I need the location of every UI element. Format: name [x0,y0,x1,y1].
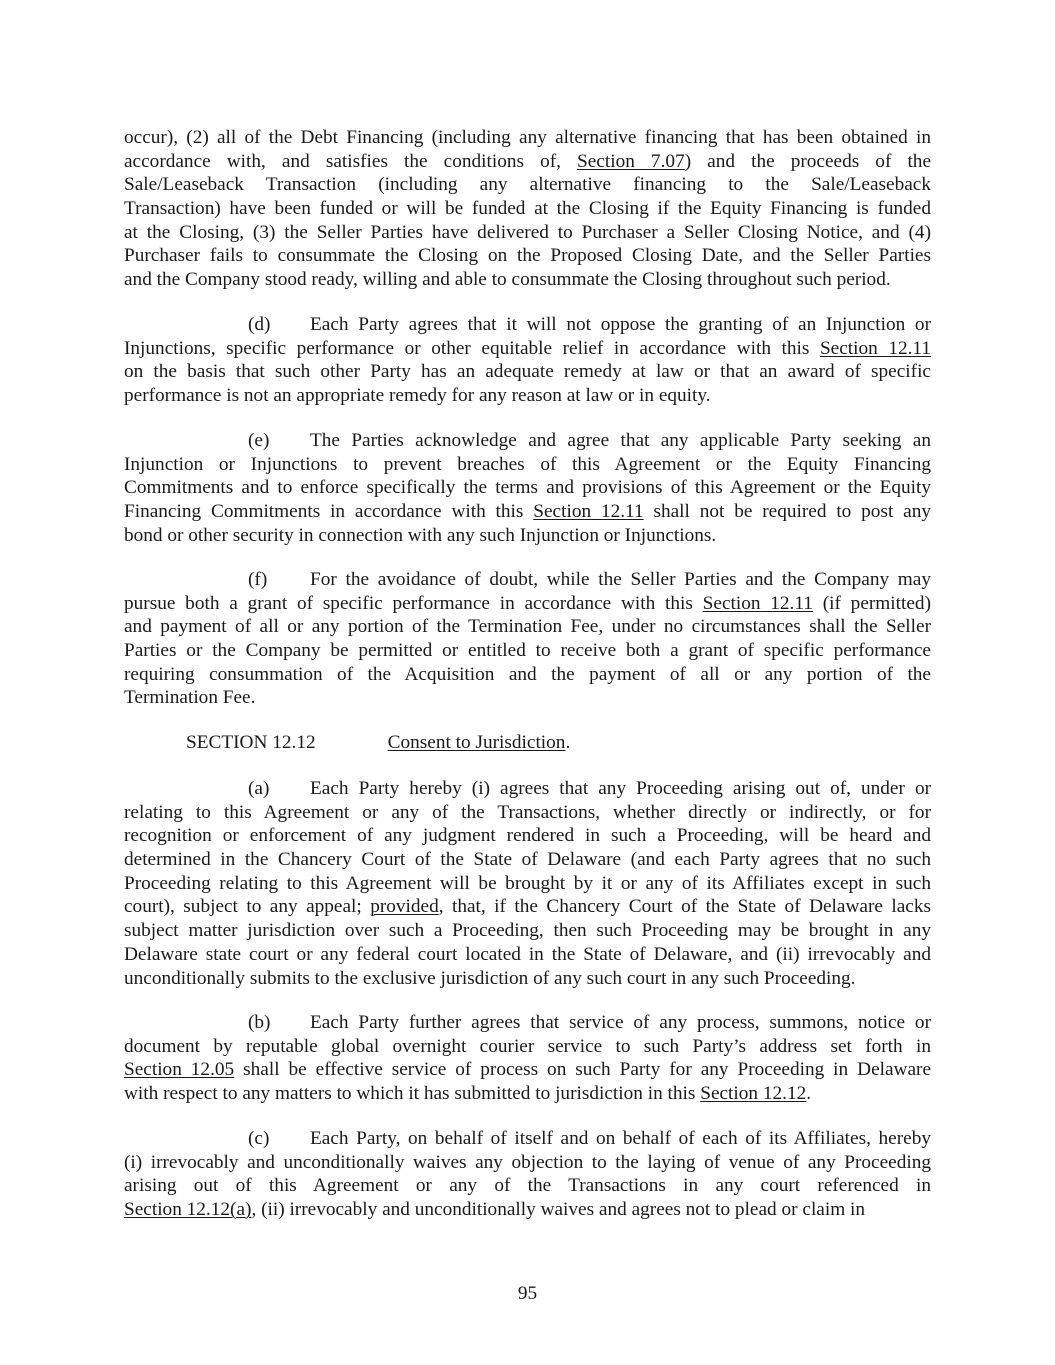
paragraph-label: (e) [248,430,270,451]
section-reference: Section 7.07 [577,150,685,172]
text-line [124,337,931,361]
paragraph-e [124,429,931,547]
paragraph-a [124,777,931,990]
text-line [124,221,931,245]
section-title-period: . [565,732,571,753]
text-line [124,919,931,943]
text-line [124,313,931,337]
section-reference: Section 12.11 [533,501,644,523]
paragraph-b [124,1011,931,1106]
text-segment: Each Party further agrees that service of any process, summons, notice or [310,1012,931,1033]
text-line [124,943,931,967]
text-segment: with respect to any matters to which it has submitted to jurisdiction in this [124,1083,701,1105]
text-segment: Injunction or Injunctions to prevent breaches of this Agreement or the Equity Financing [124,453,931,475]
text-line [124,1011,931,1035]
text-segment: Parties or the Company be permitted or entitled to receive both a grant of specific performance [124,640,931,662]
paragraph-label: (d) [248,314,271,335]
text-segment: arising out of this Agreement or any of the Transactions in any court referenced in [124,1175,931,1197]
text-line [124,1082,931,1106]
page-number: 95 [517,1283,538,1304]
text-line [124,592,931,616]
text-segment: unconditionally submits to the exclusive jurisdiction of any such court in any such Proceeding. [124,967,856,989]
text-line [124,1198,931,1222]
text-line [124,150,931,174]
text-segment: shall be effective service of process on such Party for any Proceeding in Delaware [234,1059,931,1081]
text-segment: , that, if the Chancery Court of the State of Delaware lacks [438,896,931,918]
text-segment: Purchaser fails to consummate the Closing on the Proposed Closing Date, and the Seller Parties [124,245,931,267]
text-line [124,244,931,268]
text-line [124,568,931,592]
text-segment: . [806,1083,812,1105]
text-segment: at the Closing, (3) the Seller Parties have delivered to Purchaser a Seller Closing Notice, and (4) [124,221,931,243]
text-line [124,173,931,197]
text-segment: ) and the proceeds of the [684,150,931,172]
paragraph-f [124,568,931,710]
paragraph-continuation [124,126,931,292]
text-segment: accordance with, and satisfies the conditions of, [124,150,578,172]
text-segment: (if permitted) [812,592,931,614]
text-segment: occur), (2) all of the Debt Financing (including any alternative financing that has been obtained in [124,127,931,148]
text-segment: Each Party, on behalf of itself and on behalf of each of its Affiliates, hereby [310,1128,931,1149]
text-segment: Termination Fee. [124,687,256,709]
text-line [124,777,931,801]
text-segment: The Parties acknowledge and agree that any applicable Party seeking an [310,430,931,451]
text-line [124,1174,931,1198]
text-line [124,524,931,548]
text-segment: Commitments and to enforce specifically the terms and provisions of this Agreement or the Equity [124,477,931,499]
paragraph-label: (b) [248,1012,271,1033]
text-line [124,967,931,991]
text-line [124,453,931,477]
paragraph-label: (f) [248,569,268,590]
text-segment: subject matter jurisdiction over such a Proceeding, then such Proceeding may be brought in any [124,920,931,942]
section-reference: Section 12.11 [819,337,931,359]
text-line [124,1151,931,1175]
section-reference: Section 12.11 [702,592,813,614]
text-line [124,360,931,384]
text-segment: recognition or enforcement of any judgment rendered in such a Proceeding, will be heard and [124,825,931,847]
text-line [124,1127,931,1151]
text-segment: , (ii) irrevocably and unconditionally waives and agrees not to plead or claim in [251,1199,866,1221]
text-segment: Injunctions, specific performance or other equitable relief in accordance with this [124,337,820,359]
text-line [124,895,931,919]
text-segment: Financing Commitments in accordance with this [124,501,534,523]
section-title: Consent to Jurisdiction [387,732,566,753]
text-line [124,429,931,453]
text-line [124,686,931,710]
section-reference: Section 12.12 [700,1083,807,1105]
text-segment: performance is not an appropriate remedy for any reason at law or in equity. [124,385,711,407]
text-segment: pursue both a grant of specific performance in accordance with this [124,592,703,614]
text-segment: and the Company stood ready, willing and able to consummate the Closing throughout such period. [124,269,891,291]
text-segment: bond or other security in connection with any such Injunction or Injunctions. [124,524,717,546]
text-segment: document by reputable global overnight courier service to such Party’s address set forth in [124,1035,931,1057]
text-segment: For the avoidance of doubt, while the Seller Parties and the Company may [310,569,931,590]
text-line [124,824,931,848]
paragraph-label: (c) [248,1128,270,1149]
text-line [124,500,931,524]
text-segment: court), subject to any appeal; [124,896,371,918]
paragraph-d [124,313,931,408]
text-line [124,197,931,221]
text-segment: determined in the Chancery Court of the State of Delaware (and each Party agrees that no such [124,849,931,871]
text-line [124,848,931,872]
section-reference: Section 12.12(a) [124,1199,252,1221]
text-segment: and payment of all or any portion of the Termination Fee, under no circumstances shall the Seller [124,616,931,638]
text-segment: Proceeding relating to this Agreement will be brought by it or any of its Affiliates except in such [124,872,931,894]
text-segment: shall not be required to post any [643,501,931,523]
text-line [124,872,931,896]
text-segment: requiring consummation of the Acquisition and the payment of all or any portion of the [124,663,931,685]
text-line [124,615,931,639]
text-segment: relating to this Agreement or any of the Transactions, whether directly or indirectly, or for [124,801,931,823]
text-segment: on the basis that such other Party has an adequate remedy at law or that an award of specific [124,361,931,383]
text-segment: Delaware state court or any federal court located in the State of Delaware, and (ii) irrevocably and [124,943,931,965]
text-line [124,384,931,408]
text-segment: Transaction) have been funded or will be funded at the Closing if the Equity Financing is funded [124,198,931,220]
text-line [124,476,931,500]
text-segment: (i) irrevocably and unconditionally waives any objection to the laying of venue of any Proceeding [124,1151,931,1173]
text-line [124,639,931,663]
text-line [124,126,931,150]
text-line [124,268,931,292]
text-segment: Sale/Leaseback Transaction (including any alternative financing to the Sale/Leaseback [124,174,931,196]
paragraph-c [124,1127,931,1222]
section-number: SECTION 12.12 [186,732,316,753]
section-reference: Section 12.05 [124,1059,235,1081]
text-line [124,1035,931,1059]
text-line [124,801,931,825]
text-line [124,663,931,687]
section-reference: provided [370,896,439,918]
text-segment: Each Party agrees that it will not oppose the granting of an Injunction or [310,314,931,335]
text-line [124,1058,931,1082]
text-segment: Each Party hereby (i) agrees that any Proceeding arising out of, under or [310,778,931,799]
section-heading [186,731,570,755]
paragraph-label: (a) [248,778,270,799]
